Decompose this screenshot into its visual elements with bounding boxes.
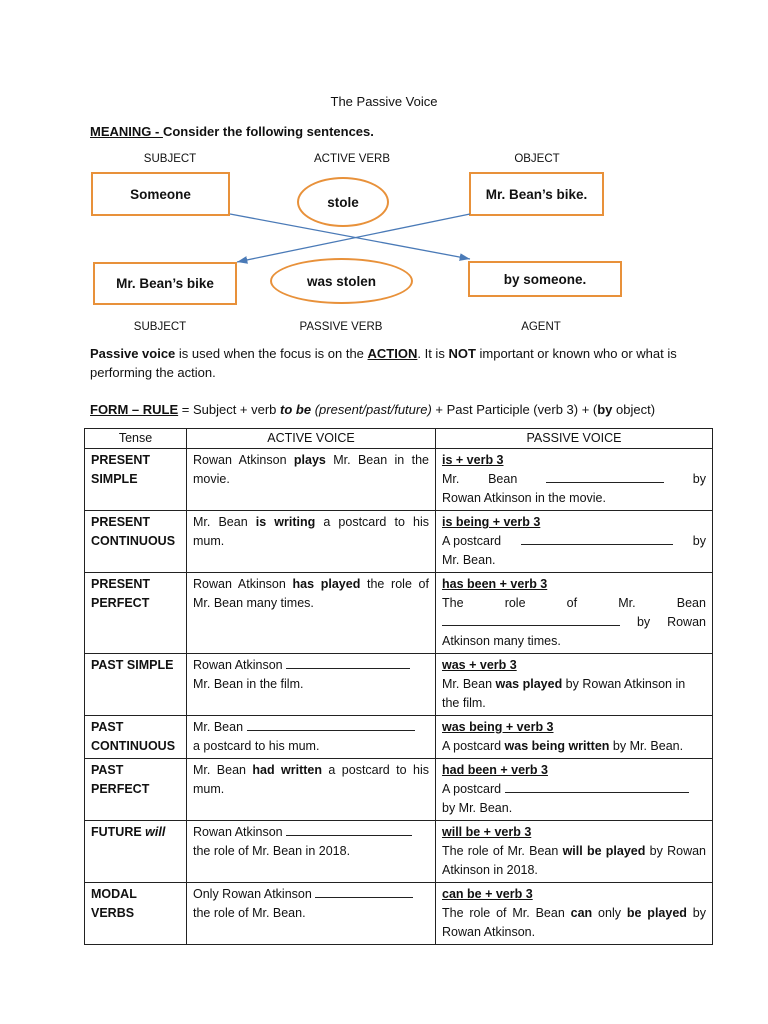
- passive-text: A postcard: [442, 534, 502, 548]
- active-line: [193, 718, 429, 737]
- active-line: [193, 823, 429, 842]
- answer-blank[interactable]: [442, 613, 620, 626]
- passive-text: Atkinson many times.: [442, 634, 561, 648]
- header-tense: Tense: [85, 429, 187, 449]
- table-row: [85, 821, 713, 883]
- passive-text: Mr. Bean.: [442, 553, 496, 567]
- passive-verb: will be played: [562, 844, 646, 858]
- passive-formula: can be + verb 3: [442, 887, 533, 901]
- passive-text: Bean: [676, 596, 706, 610]
- rule-by: by: [597, 402, 613, 417]
- passive-cell: [436, 511, 713, 573]
- passive-text: The role of Mr. Bean: [442, 906, 571, 920]
- para-text-3: important or known who or what is performing the action.: [90, 346, 677, 380]
- rule-text-3: + Past Participle (verb 3) + (: [431, 402, 598, 417]
- answer-blank[interactable]: [247, 718, 415, 731]
- answer-blank[interactable]: [521, 532, 673, 545]
- rule-to-be: to be: [280, 402, 312, 417]
- answer-blank[interactable]: [315, 885, 413, 898]
- passive-verb: be played: [626, 906, 687, 920]
- tense-cell: MODAL VERBS: [85, 883, 187, 945]
- diagram-label-object: OBJECT: [514, 153, 560, 165]
- passive-text: Bean: [488, 472, 518, 486]
- active-text: Only Rowan Atkinson: [193, 887, 312, 901]
- rule-label: FORM – RULE: [90, 402, 179, 417]
- passive-cell: [436, 821, 713, 883]
- table-row: [85, 449, 713, 511]
- active-verb: had written: [252, 763, 323, 777]
- header-passive: PASSIVE VOICE: [436, 429, 713, 449]
- passive-cell: [436, 759, 713, 821]
- table-header-row: [85, 429, 713, 449]
- passive-cell: [436, 716, 713, 759]
- arrow-subject-to-agent: [230, 214, 470, 259]
- passive-text: A postcard: [442, 782, 502, 796]
- active-cell: [187, 511, 436, 573]
- active-cell: [187, 716, 436, 759]
- passive-verb: can: [570, 906, 593, 920]
- passive-formula: was being + verb 3: [442, 720, 554, 734]
- passive-text: Rowan: [667, 615, 706, 629]
- passive-formula: will be + verb 3: [442, 825, 532, 839]
- tense-cell: PAST CONTINUOUS: [85, 716, 187, 759]
- diagram-label-passive-verb: PASSIVE VERB: [299, 321, 383, 333]
- tense-cell: PRESENT CONTINUOUS: [85, 511, 187, 573]
- active-text: Mr. Bean: [193, 720, 244, 734]
- table-row: [85, 759, 713, 821]
- page-title: The Passive Voice: [330, 94, 438, 109]
- active-text: Mr. Bean in the film.: [193, 677, 304, 691]
- passive-text: Mr. Bean: [442, 677, 496, 691]
- tense-cell: PAST PERFECT: [85, 759, 187, 821]
- table-row: [85, 511, 713, 573]
- active-cell: [187, 759, 436, 821]
- active-text: Rowan Atkinson: [193, 453, 294, 467]
- active-line: [193, 656, 429, 675]
- passive-line: [442, 737, 706, 756]
- diagram-label-subject-top: SUBJECT: [143, 153, 197, 165]
- passive-text: by: [692, 534, 706, 548]
- active-text: a postcard to his mum.: [193, 739, 320, 753]
- active-text: Rowan Atkinson: [193, 825, 283, 839]
- passive-text: The: [442, 596, 464, 610]
- passive-cell: [436, 654, 713, 716]
- passive-text: The role of Mr. Bean: [442, 844, 563, 858]
- arrow-object-to-subject: [237, 214, 470, 262]
- passive-text: Mr.: [442, 472, 460, 486]
- active-cell: [187, 821, 436, 883]
- active-verb: plays: [293, 453, 326, 467]
- passive-formula: was + verb 3: [442, 658, 517, 672]
- active-text: a postcard to his mum.: [193, 763, 429, 796]
- tense-text: FUTURE: [91, 825, 146, 839]
- active-text: a postcard to his mum.: [193, 515, 429, 548]
- passive-formula: had been + verb 3: [442, 763, 548, 777]
- passive-text: by Mr. Bean.: [442, 801, 513, 815]
- passive-line: [442, 904, 706, 942]
- passive-text: by Rowan Atkinson in 2018.: [442, 844, 707, 877]
- tense-cell: PRESENT PERFECT: [85, 573, 187, 654]
- explanation-paragraph: [90, 344, 705, 382]
- passive-line: [442, 675, 706, 713]
- answer-blank[interactable]: [286, 823, 412, 836]
- passive-cell: [436, 883, 713, 945]
- passive-agent-box: by someone.: [468, 261, 622, 297]
- tense-table: [84, 428, 713, 945]
- passive-text: Rowan Atkinson in the movie.: [442, 491, 606, 505]
- form-rule-line: [90, 402, 655, 417]
- table-row: [85, 654, 713, 716]
- diagram-label-active-verb: ACTIVE VERB: [313, 153, 391, 165]
- passive-formula: has been + verb 3: [442, 577, 548, 591]
- passive-subject-box: Mr. Bean’s bike: [93, 262, 237, 305]
- term-passive-voice: Passive voice: [90, 346, 176, 361]
- active-text: the role of Mr. Bean.: [193, 906, 306, 920]
- active-text: Rowan Atkinson: [193, 577, 293, 591]
- passive-text: by Rowan Atkinson.: [442, 906, 706, 939]
- answer-blank[interactable]: [286, 656, 410, 669]
- passive-formula: is being + verb 3: [442, 515, 541, 529]
- active-line: [193, 885, 429, 904]
- passive-text: by Rowan Atkinson in the film.: [442, 677, 686, 710]
- passive-text: by: [692, 472, 706, 486]
- answer-blank[interactable]: [546, 470, 664, 483]
- active-verb: is writing: [255, 515, 316, 529]
- passive-line: [442, 780, 706, 799]
- meaning-text: Consider the following sentences.: [162, 124, 374, 139]
- passive-cell: [436, 573, 713, 654]
- passive-text: by Mr. Bean.: [609, 739, 684, 753]
- table-row: [85, 883, 713, 945]
- answer-blank[interactable]: [505, 780, 689, 793]
- para-text-2: . It is: [417, 346, 449, 361]
- passive-cell: [436, 449, 713, 511]
- active-text: Mr. Bean: [193, 763, 253, 777]
- active-cell: [187, 449, 436, 511]
- diagram-label-subject-bottom: SUBJECT: [133, 321, 187, 333]
- active-verb-oval: stole: [297, 177, 389, 227]
- rule-text-4: object): [612, 402, 656, 417]
- passive-line: [442, 842, 706, 880]
- passive-text: role: [504, 596, 526, 610]
- header-active: ACTIVE VOICE: [187, 429, 436, 449]
- meaning-label: MEANING -: [90, 124, 163, 139]
- active-text: Mr. Bean in the movie.: [193, 453, 429, 486]
- term-not: NOT: [448, 346, 476, 361]
- passive-text: by: [636, 615, 651, 629]
- passive-text: A postcard: [442, 739, 505, 753]
- rule-tense-note: (present/past/future): [314, 402, 432, 417]
- passive-verb-oval: was stolen: [270, 258, 413, 304]
- active-verb: has played: [292, 577, 361, 591]
- table-row: [85, 573, 713, 654]
- active-cell: [187, 654, 436, 716]
- active-subject-box: Someone: [91, 172, 230, 216]
- tense-cell: [85, 821, 187, 883]
- passive-text: only: [592, 906, 627, 920]
- para-text-1: is used when the focus is on the: [175, 346, 368, 361]
- passive-verb: was being written: [504, 739, 610, 753]
- active-object-box: Mr. Bean’s bike.: [469, 172, 604, 216]
- diagram-label-agent: AGENT: [521, 321, 561, 333]
- active-text: the role of Mr. Bean in 2018.: [193, 844, 351, 858]
- active-text: the role of Mr. Bean many times.: [193, 577, 429, 610]
- active-cell: [187, 883, 436, 945]
- passive-line: [442, 613, 706, 632]
- passive-line: [442, 594, 706, 613]
- passive-formula: is + verb 3: [442, 453, 504, 467]
- term-action: ACTION: [367, 346, 418, 361]
- passive-line: [442, 532, 706, 551]
- tense-cell: PAST SIMPLE: [85, 654, 187, 716]
- active-text: Rowan Atkinson: [193, 658, 283, 672]
- passive-text: Mr.: [618, 596, 636, 610]
- passive-text: of: [566, 596, 578, 610]
- passive-line: [442, 470, 706, 489]
- table-row: [85, 716, 713, 759]
- active-cell: [187, 573, 436, 654]
- active-text: Mr. Bean: [193, 515, 256, 529]
- tense-text-italic: will: [145, 825, 166, 839]
- rule-text-1: = Subject + verb: [178, 402, 281, 417]
- tense-cell: PRESENT SIMPLE: [85, 449, 187, 511]
- passive-verb: was played: [495, 677, 563, 691]
